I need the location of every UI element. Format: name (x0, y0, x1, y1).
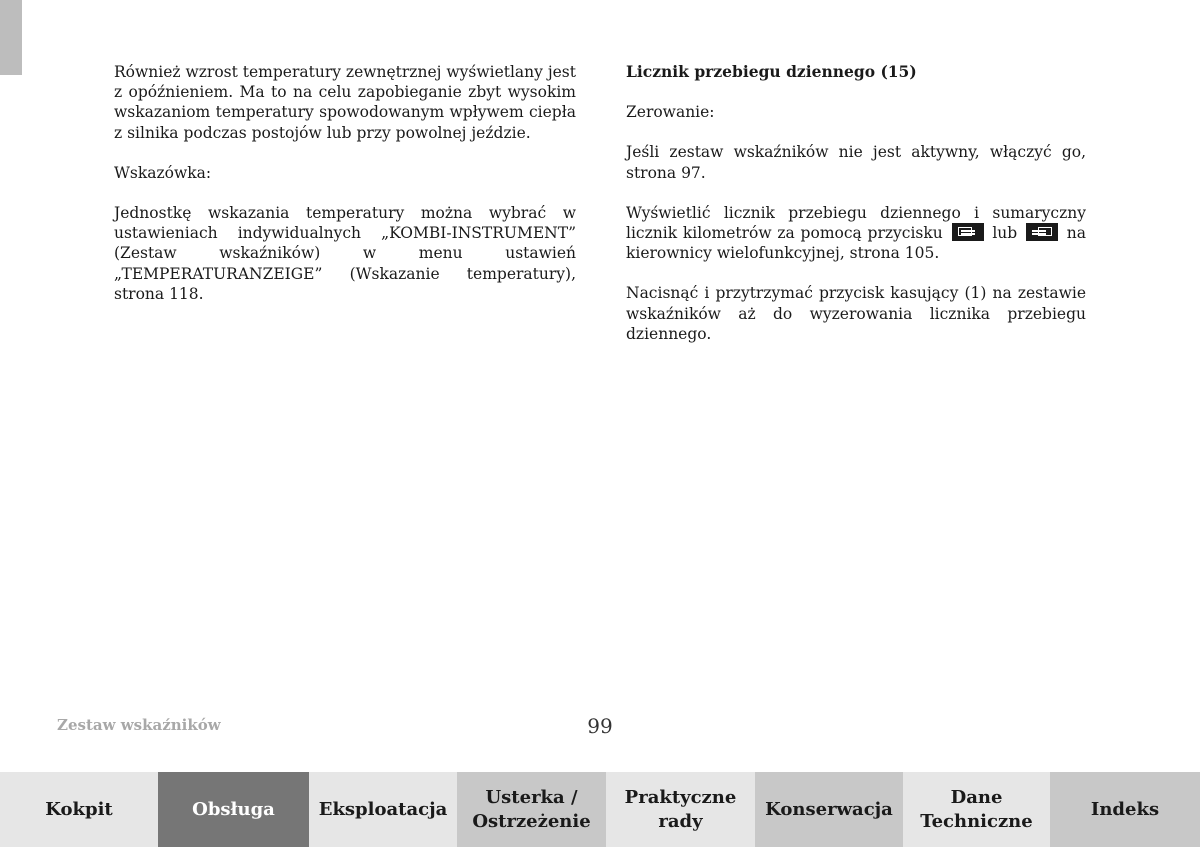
paragraph-temperature-unit: Jednostkę wskazania temperatury można wybrać w ustawieniach indywidualnych „KOMBI-INSTRUMENT” (Zestaw wskaźników) w menu ustawień „TEMPERATURANZEIGE” (Wskazanie temperatury), strona 118. (114, 204, 576, 303)
section-footer-title: Zestaw wskaźników (57, 716, 221, 734)
display-key-alt-icon (1026, 223, 1058, 241)
right-column (626, 62, 1086, 364)
paragraph-activate: Jeśli zestaw wskaźników nie jest aktywny, włączyć go, strona 97. (626, 143, 1086, 182)
nav-tab-label (472, 786, 590, 834)
nav-label-line: Praktyczne (624, 786, 737, 808)
nav-tab-konserwacja[interactable] (755, 772, 903, 847)
page-number: 99 (587, 714, 613, 738)
nav-tab-kokpit[interactable] (0, 772, 158, 847)
paragraph-note-label: Wskazówka: (114, 163, 212, 182)
nav-tab-label: Kokpit (45, 798, 113, 820)
paragraph-reset-label: Zerowanie: (626, 103, 715, 122)
text-part-2: lub (992, 224, 1018, 243)
nav-label-line: Usterka / (485, 786, 578, 808)
paragraph-reset-hold: Nacisnąć i przytrzymać przycisk kasujący (1) na zestawie wskaźników aż do wyzerowania licznika przebiegu dziennego. (626, 284, 1086, 343)
nav-tab-label (625, 786, 737, 834)
left-column (114, 62, 576, 324)
corner-tab-marker (0, 0, 22, 75)
nav-tab-label: Obsługa (192, 798, 275, 820)
nav-label-line: Ostrzeżenie (472, 810, 591, 832)
section-heading: Licznik przebiegu dziennego (15) (626, 62, 917, 81)
nav-tab-label: Eksploatacja (318, 798, 448, 820)
display-key-icon (952, 223, 984, 241)
nav-tab-indeks[interactable] (1050, 772, 1200, 847)
nav-tab-praktyczne-rady[interactable] (606, 772, 755, 847)
nav-tab-usterka[interactable] (457, 772, 606, 847)
nav-tab-obsluga[interactable] (158, 772, 309, 847)
nav-tab-label: Indeks (1090, 798, 1160, 820)
paragraph-temperature-delay: Również wzrost temperatury zewnętrznej wyświetlany jest z opóźnieniem. Ma to na celu zapobieganie zbyt wysokim wskazaniom temperatury spowodowanym wpływem ciepła z silnika podczas postojów lub przy powolnej jeździe. (114, 63, 576, 142)
paragraph-display-trip (626, 203, 1086, 264)
nav-tab-label: Konserwacja (765, 798, 893, 820)
nav-label-line: rady (658, 810, 703, 832)
nav-label-line: Techniczne (920, 810, 1033, 832)
chapter-navigation (0, 772, 1200, 847)
nav-tab-eksploatacja[interactable] (309, 772, 457, 847)
nav-tab-dane-techniczne[interactable] (903, 772, 1050, 847)
nav-label-line: Dane (950, 786, 1003, 808)
nav-tab-label (920, 786, 1032, 834)
text-part-3: na kierownicy wielofunkcyjnej, strona 105. (626, 224, 1086, 263)
text-part-1: Wyświetlić licznik przebiegu dziennego i sumaryczny licznik kilometrów za pomocą przycisku (626, 203, 1086, 243)
